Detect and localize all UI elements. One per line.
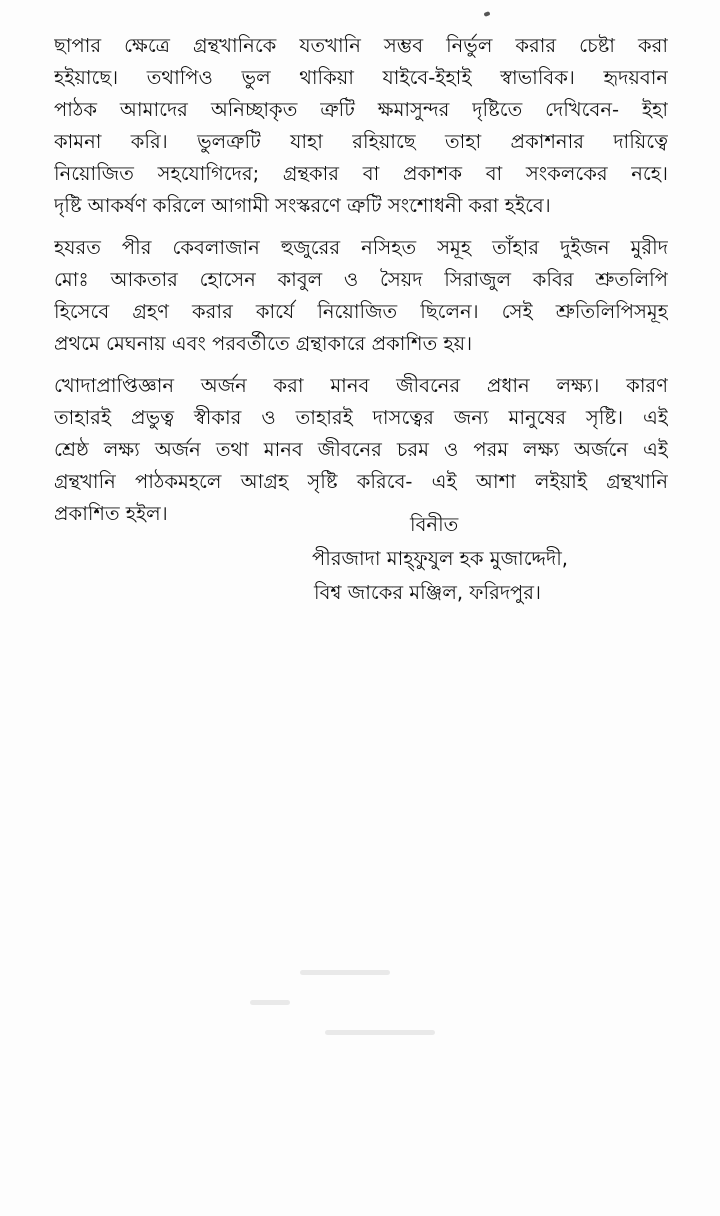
faint-smudge	[250, 1000, 290, 1005]
text-line: হইয়াছে। তথাপিও ভুল থাকিয়া যাইবে-ইহাই স্বাভাবিক। হৃদয়বান	[54, 66, 668, 89]
faint-smudge	[300, 970, 390, 975]
paragraph-printing-note	[54, 30, 668, 222]
text-line: পাঠক আমাদের অনিচ্ছাকৃত ত্রুটি ক্ষমাসুন্দর দৃষ্টিতে দেখিবেন- ইহা	[54, 98, 668, 121]
text-line: প্রকাশিত হইল।	[54, 502, 168, 525]
text-line: শ্রেষ্ঠ লক্ষ্য অর্জন তথা মানব জীবনের চরম ও পরম লক্ষ্য অর্জনে এই	[54, 438, 668, 461]
text-line: দৃষ্টি আকর্ষণ করিলে আগামী সংস্করণে ত্রুটি সংশোধনী করা হইবে।	[54, 194, 551, 217]
text-line: তাহারই প্রভুত্ব স্বীকার ও তাহারই দাসত্বের জন্য মানুষের সৃষ্টি। এই	[54, 406, 668, 429]
faint-smudge	[325, 1030, 435, 1035]
signature-closing: বিনীত	[410, 513, 459, 536]
preface-body	[54, 30, 668, 604]
text-line: হিসেবে গ্রহণ করার কার্যে নিয়োজিত ছিলেন। সেই শ্রুতিলিপিসমূহ	[54, 300, 668, 323]
signature-name: পীরজাদা মাহ্ফুযুল হক মুজাদ্দেদী,	[312, 547, 568, 570]
text-line: খোদাপ্রাপ্তিজ্ঞান অর্জন করা মানব জীবনের প্রধান লক্ষ্য। কারণ	[54, 374, 668, 397]
text-line: গ্রন্থখানি পাঠকমহলে আগ্রহ সৃষ্টি করিবে- এই আশা লইয়াই গ্রন্থখানি	[54, 470, 668, 493]
signature-block	[54, 508, 668, 610]
text-line: হযরত পীর কেবলাজান হুজুরের নসিহত সমূহ তাঁহার দুইজন মুরীদ	[54, 236, 668, 259]
paragraph-purpose-note	[54, 370, 668, 530]
text-line: কামনা করি। ভুলত্রুটি যাহা রহিয়াছে তাহা প্রকাশনার দায়িত্বে	[54, 130, 668, 153]
text-line: প্রথমে মেঘনায় এবং পরবর্তীতে গ্রন্থাকারে প্রকাশিত হয়।	[54, 332, 473, 355]
text-line: ছাপার ক্ষেত্রে গ্রন্থখানিকে যতখানি সম্ভব নির্ভুল করার চেষ্টা করা	[54, 34, 668, 57]
ink-mark	[483, 11, 490, 17]
text-line: মোঃ আকতার হোসেন কাবুল ও সৈয়দ সিরাজুল কবির শ্রুতলিপি	[54, 268, 668, 291]
signature-place: বিশ্ব জাকের মঞ্জিল, ফরিদপুর।	[314, 581, 541, 604]
paragraph-transcription-note	[54, 232, 668, 360]
text-line: নিয়োজিত সহযোগিদের; গ্রন্থকার বা প্রকাশক বা সংকলকের নহে।	[54, 162, 668, 185]
